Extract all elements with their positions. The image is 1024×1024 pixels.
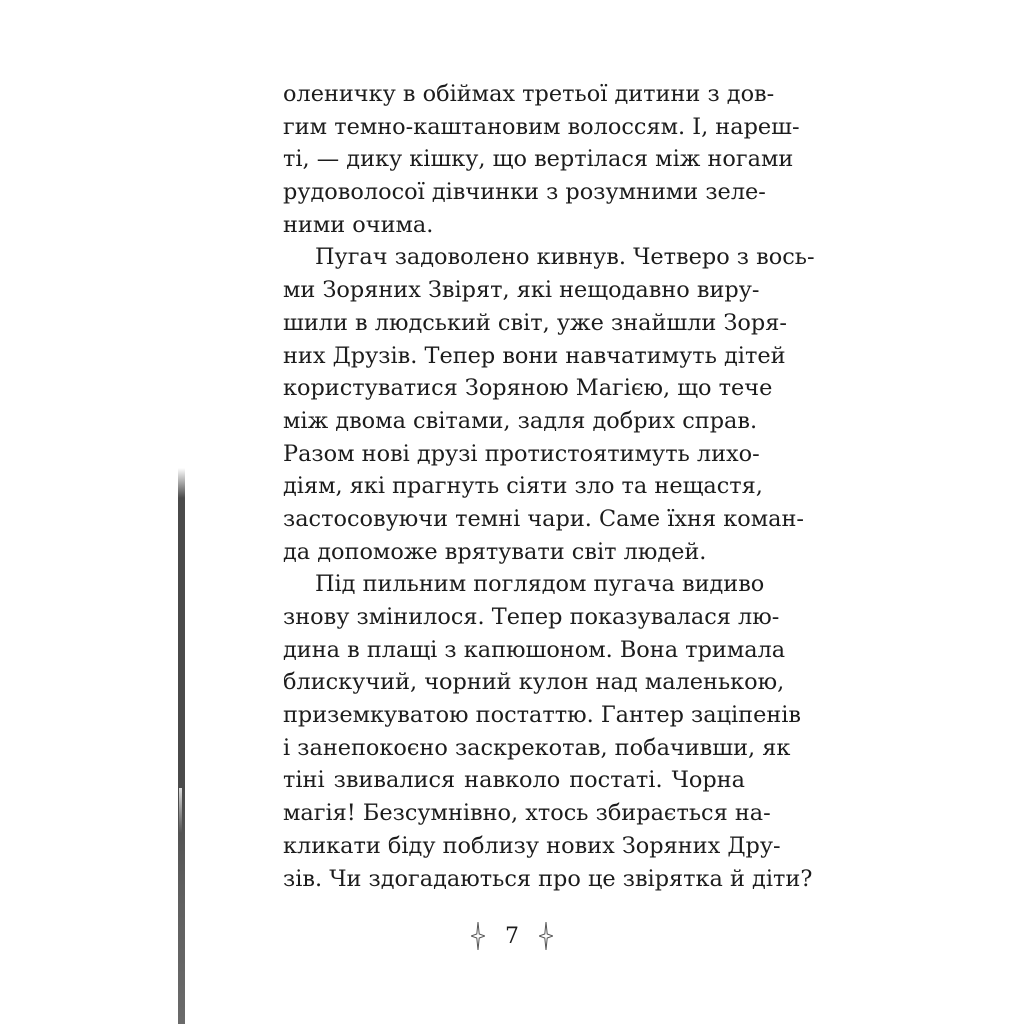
text-line: рудоволосої дівчинки з розумними зеле- (283, 179, 766, 206)
text-line: да допоможе врятувати світ людей. (283, 538, 707, 565)
text-line: дина в плащі з капюшоном. Вона тримала (283, 636, 786, 663)
text-line: оленичку в обіймах третьої дитини з дов- (283, 81, 775, 107)
body-text (283, 78, 815, 895)
text-line: шили в людський світ, уже знайшли Зоря- (283, 309, 787, 336)
text-line: Разом нові друзі протистоятимуть лихо- (283, 440, 760, 467)
text-line: тіні звивалися навколо постаті. Чорна (283, 767, 745, 794)
text-line: застосовуючи темні чари. Саме їхня коман- (283, 505, 804, 532)
text-line: них Друзів. Тепер вони навчатимуть дітей (283, 342, 786, 369)
text-line: між двома світами, задля добрих справ. (283, 407, 758, 434)
text-line: блискучий, чорний кулон над маленькою, (283, 669, 785, 696)
page-folio (0, 922, 1024, 950)
text-line: Пугач задоволено кивнув. Четверо з вось- (315, 244, 815, 271)
text-line: зів. Чи здогадаються про це звірятка й діти? (283, 865, 813, 892)
text-line: ті, — дику кішку, що вертілася між ногами (283, 146, 794, 173)
text-line: приземкуватою постаттю. Гантер заціпенів (283, 702, 802, 729)
text-line: ми Зоряних Звірят, які нещодавно виру- (283, 277, 760, 304)
text-line: магія! Безсумнівно, хтось збирається на- (283, 800, 771, 827)
edge-highlight (179, 788, 182, 833)
four-point-star-icon (471, 922, 485, 950)
text-line: гим темно-каштановим волоссям. І, нареш- (283, 113, 800, 140)
text-line: користуватися Зоряною Магією, що тече (283, 375, 773, 402)
page-number: 7 (505, 923, 519, 949)
text-line: кликати біду поблизу нових Зоряних Дру- (283, 832, 781, 859)
text-line: Під пильним поглядом пугача видиво (315, 571, 765, 598)
text-line: діям, які прагнуть сіяти зло та нещастя, (283, 473, 763, 500)
text-line: знову змінилося. Тепер показувалася лю- (283, 604, 780, 630)
text-line: і занепокоєно заскрекотав, побачивши, як (283, 734, 791, 761)
four-point-star-icon (539, 922, 553, 950)
text-line: ними очима. (283, 211, 434, 238)
